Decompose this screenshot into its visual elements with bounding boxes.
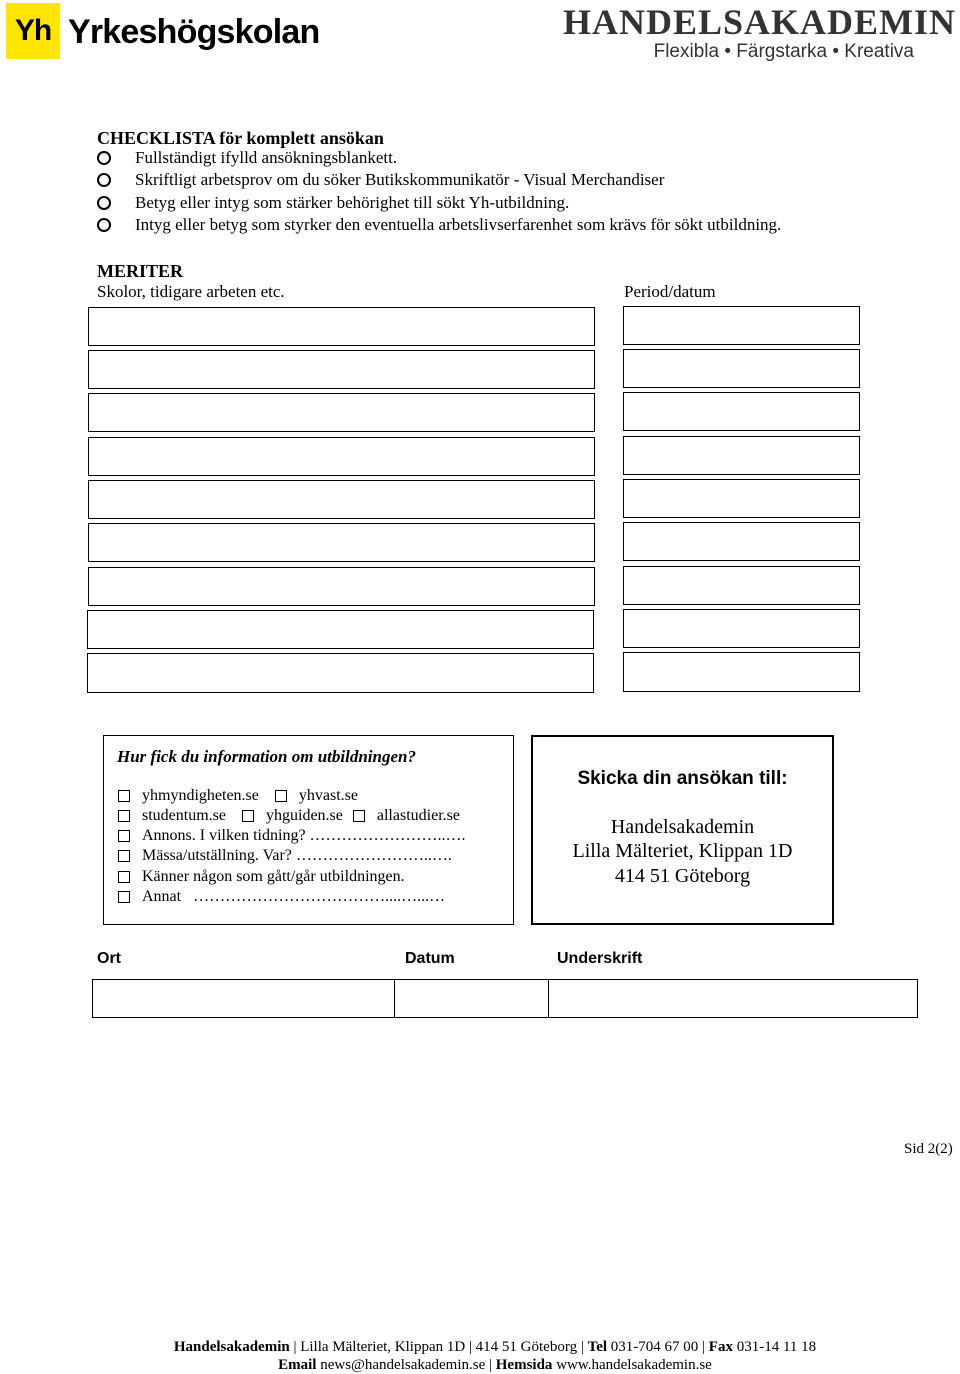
underskrift-label: Underskrift: [557, 950, 643, 967]
yrkeshogskolan-logo: Yrkeshögskolan: [68, 13, 320, 51]
checkbox-allastudier[interactable]: [353, 810, 365, 822]
footer-web-label: Hemsida: [495, 1357, 553, 1373]
checkbox-studentum[interactable]: [118, 810, 130, 822]
checklist-item-text: Fullständigt ifylld ansökningsblankett.: [135, 148, 398, 167]
option-line: [118, 887, 445, 907]
option-label: studentum.se: [142, 807, 226, 824]
send-address-line: Handelsakademin: [610, 816, 755, 838]
ort-label: Ort: [97, 950, 121, 967]
send-address-line: Lilla Mälteriet, Klippan 1D: [572, 840, 793, 862]
circle-bullet-icon: [97, 196, 111, 210]
period-field[interactable]: [623, 436, 860, 475]
checklist-item: [97, 147, 781, 169]
circle-bullet-icon: [97, 218, 111, 232]
meriter-field[interactable]: [88, 567, 595, 606]
massa-fill-line[interactable]: ……………………..….: [295, 847, 452, 864]
checkbox-annat[interactable]: [118, 891, 130, 903]
meriter-field[interactable]: [88, 393, 595, 432]
yh-logo-mark: [6, 3, 60, 59]
checklist-item-text: Intyg eller betyg som styrker den eventuella arbetslivserfarenhet som krävs för sökt utbildning.: [135, 214, 782, 234]
option-label: Annat: [142, 888, 182, 905]
send-title: Skicka din ansökan till:: [577, 768, 788, 789]
option-line: [118, 867, 405, 887]
meriter-field[interactable]: [87, 610, 594, 649]
signature-row: [92, 979, 918, 1018]
meriter-subtitle: Skolor, tidigare arbeten etc.: [97, 282, 285, 301]
checklist: [97, 147, 781, 236]
period-field[interactable]: [623, 306, 860, 345]
footer-line-2: [0, 1356, 960, 1374]
underskrift-field[interactable]: [549, 980, 917, 1017]
info-source-question: Hur fick du information om utbildningen?: [117, 747, 416, 766]
footer-email-label: Email: [278, 1357, 317, 1373]
circle-bullet-icon: [97, 173, 111, 187]
annat-fill-line[interactable]: ………………………………....…...…: [193, 888, 446, 905]
option-line: [118, 826, 466, 846]
handelsakademin-logo: HANDELSAKADEMIN: [562, 2, 956, 42]
period-field[interactable]: [623, 566, 860, 605]
checklist-item: [97, 214, 781, 236]
footer-tel: 031-704 67 00 |: [610, 1339, 706, 1355]
checkbox-massa[interactable]: [118, 850, 130, 862]
option-line: [118, 846, 452, 866]
meriter-field[interactable]: [88, 480, 595, 519]
option-line: [118, 806, 460, 826]
meriter-title: MERITER: [97, 261, 184, 281]
datum-label: Datum: [405, 950, 455, 967]
footer-fax: 031-14 11 18: [736, 1339, 817, 1355]
option-label: allastudier.se: [376, 807, 460, 824]
checkbox-yhmyndigheten[interactable]: [118, 790, 130, 802]
period-label: Period/datum: [624, 282, 716, 301]
meriter-field[interactable]: [88, 350, 595, 389]
period-field[interactable]: [623, 609, 860, 648]
period-field[interactable]: [623, 522, 860, 561]
checklist-item-text: Skriftligt arbetsprov om du söker Butikskommunikatör - Visual Merchandiser: [135, 170, 665, 190]
option-label: yhguiden.se: [266, 807, 343, 824]
checkbox-annons[interactable]: [118, 830, 130, 842]
footer-email[interactable]: news@handelsakademin.se |: [320, 1357, 493, 1373]
ort-field[interactable]: [93, 980, 394, 1017]
checklist-item-text: Betyg eller intyg som stärker behörighet till sökt Yh-utbildning.: [135, 192, 570, 212]
meriter-field[interactable]: [87, 653, 594, 693]
yh-logo-text: Yh: [14, 14, 52, 47]
annons-fill-line[interactable]: ……………………..….: [309, 827, 466, 844]
meriter-field[interactable]: [88, 307, 595, 346]
checklist-item: [97, 192, 781, 214]
handelsakademin-tagline: Flexibla • Färgstarka • Kreativa: [653, 41, 914, 62]
meriter-field[interactable]: [88, 437, 595, 476]
checkbox-yhvast[interactable]: [275, 790, 287, 802]
checkbox-yhguiden[interactable]: [242, 810, 254, 822]
footer-fax-label: Fax: [708, 1339, 733, 1355]
footer-address: | Lilla Mälteriet, Klippan 1D | 414 51 Göteborg |: [293, 1339, 584, 1355]
option-label: Annons. I vilken tidning?: [142, 827, 306, 844]
option-label: yhvast.se: [298, 787, 358, 804]
period-field[interactable]: [623, 349, 860, 388]
footer-org: Handelsakademin: [173, 1339, 290, 1355]
datum-field[interactable]: [395, 980, 548, 1017]
option-label: Känner någon som gått/går utbildningen.: [142, 868, 405, 885]
footer-web[interactable]: www.handelsakademin.se: [556, 1357, 712, 1373]
footer-tel-label: Tel: [587, 1339, 608, 1355]
page-number: Sid 2(2): [904, 1141, 953, 1157]
checklist-title: CHECKLISTA för komplett ansökan: [97, 128, 384, 148]
period-field[interactable]: [623, 652, 860, 692]
checklist-item: [97, 169, 781, 191]
option-line: [118, 786, 358, 806]
period-field[interactable]: [623, 479, 860, 518]
option-label: Mässa/utställning. Var?: [142, 847, 292, 864]
period-field[interactable]: [623, 392, 860, 431]
checkbox-kanner[interactable]: [118, 871, 130, 883]
footer-line-1: [0, 1338, 960, 1356]
send-address-line: 414 51 Göteborg: [614, 865, 751, 887]
option-label: yhmyndigheten.se: [142, 787, 259, 804]
meriter-field[interactable]: [88, 523, 595, 562]
circle-bullet-icon: [97, 151, 111, 165]
